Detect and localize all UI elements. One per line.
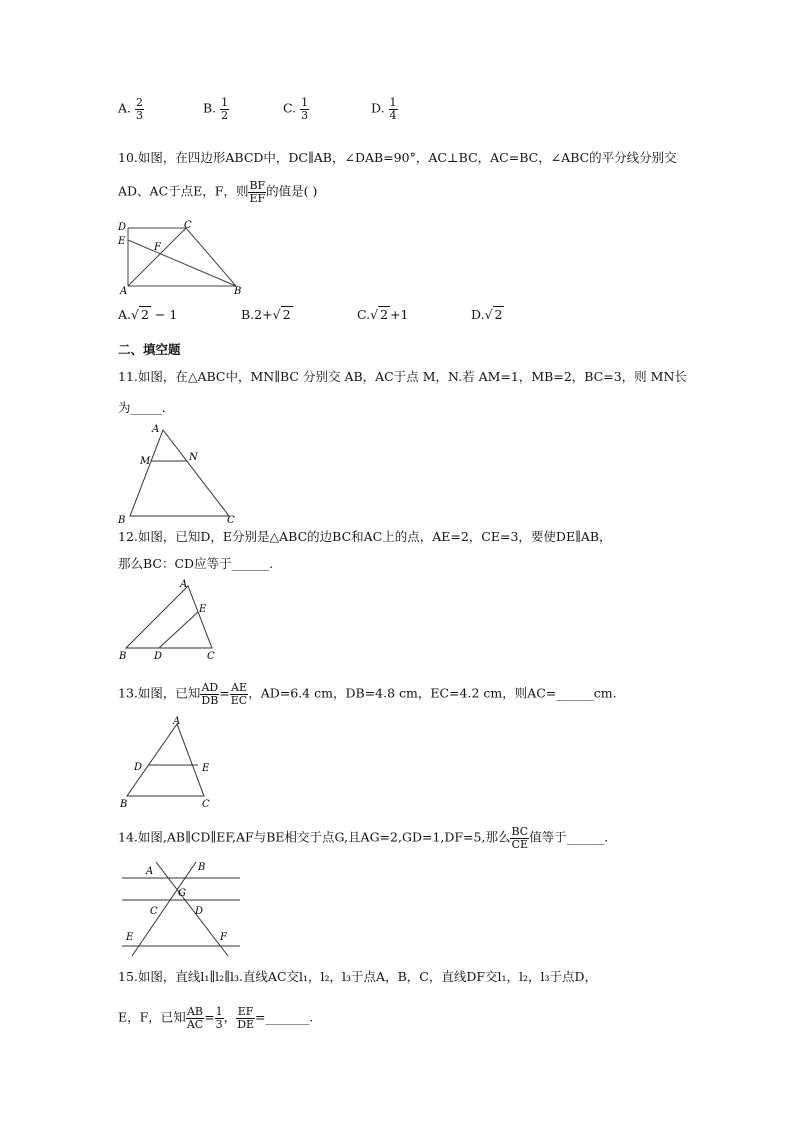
label-C: C <box>202 799 210 810</box>
fraction: $\frac{AD}{DB}$ <box>201 681 219 707</box>
label-A: A <box>173 716 181 727</box>
q14-line: 14.如图,AB∥CD∥EF,AF与BE相交于点G,且AG=2,GD=1,DF=5,那么 $\frac{BC}{CE}$ 值等于______. <box>118 825 609 851</box>
label-A: A <box>152 424 160 435</box>
q11-figure <box>116 422 242 526</box>
q15-line1: 15.如图，直线l₁∥l₂∥l₃.直线AC交l₁，l₂，l₃于点A，B，C，直线DF交l₁，l₂，l₃于点D， <box>118 969 598 984</box>
q9-choice-c: C. $\frac{1}{3}$ <box>283 96 309 122</box>
fraction: $\frac{BF}{EF}$ <box>249 179 266 205</box>
label-F: F <box>220 932 227 943</box>
label-D: D <box>134 762 143 773</box>
q13-line: 13.如图，已知 $\frac{AD}{DB}$ = $\frac{AE}{EC}$ ，AD=6.4 cm，DB=4.8 cm，EC=4.2 cm，则AC=______cm. <box>118 681 617 707</box>
fraction: $\frac{BC}{CE}$ <box>511 825 529 851</box>
sqrt: √ 2 <box>484 307 503 322</box>
label-B: B <box>119 651 127 662</box>
q9-choice-d: D. $\frac{1}{4}$ <box>371 96 397 122</box>
label-F: F <box>154 242 161 253</box>
label-E: E <box>118 236 126 247</box>
label-D: D <box>154 651 163 662</box>
label-E: E <box>126 932 134 943</box>
q15-line2: E，F，已知 $\frac{AB}{AC}$ = $\frac{1}{3}$ ， $\frac{EF}{DE}$ =_______. <box>118 1005 314 1031</box>
label-M: M <box>140 456 151 467</box>
label-C: C <box>150 906 158 917</box>
label-D: D <box>118 222 127 233</box>
q12-line2: 那么BC：CD应等于______. <box>118 556 274 571</box>
label-D: D <box>195 906 204 917</box>
fraction: $\frac{EF}{DE}$ <box>237 1005 255 1031</box>
q10-line1: 10.如图，在四边形ABCD中，DC∥AB，∠DAB=90°，AC⊥BC，AC=BC，∠ABC的平分线分别交 <box>118 150 677 165</box>
fraction: $\frac{AE}{EC}$ <box>230 681 248 707</box>
label-E: E <box>199 604 207 615</box>
q10-choice-b: B.2+√ 2 <box>241 307 291 322</box>
q10-choice-c: C.√ 2 +1 <box>357 307 409 322</box>
label-C: C <box>207 651 215 662</box>
q9-choice-b: B. $\frac{1}{2}$ <box>203 96 229 122</box>
q9-choice-a: A. $\frac{2}{3}$ <box>118 96 143 122</box>
label-N: N <box>189 452 198 463</box>
label-E: E <box>202 763 210 774</box>
q11-line1: 11.如图，在△ABC中，MN∥BC 分别交 AB，AC于点 M，N.若 AM=1，MB=2，BC=3，则 MN长 <box>118 369 687 384</box>
fraction: $\frac{1}{4}$ <box>389 96 397 122</box>
label-B: B <box>234 286 242 296</box>
label-A: A <box>120 286 128 296</box>
q14-figure <box>118 856 244 960</box>
q10-choice-a: A.√ 2 − 1 <box>118 307 178 322</box>
q10-line2: AD、AC于点E，F，则 $\frac{BF}{EF}$ 的值是( ) <box>118 179 318 205</box>
q10-figure <box>116 218 246 296</box>
q10-choice-d: D.√ 2 <box>471 307 503 322</box>
label-G: G <box>178 888 186 899</box>
q12-line1: 12.如图，已知D，E分别是△ABC的边BC和AC上的点，AE=2，CE=3，要使DE∥AB， <box>118 529 612 544</box>
fraction: $\frac{2}{3}$ <box>136 96 143 122</box>
fraction: $\frac{AB}{AC}$ <box>186 1005 204 1031</box>
sqrt: √ 2 <box>131 307 149 322</box>
label-C: C <box>184 220 192 231</box>
label-A: A <box>180 579 188 590</box>
label-B: B <box>120 799 128 810</box>
q13-figure <box>116 712 226 812</box>
fraction: $\frac{1}{2}$ <box>221 96 229 122</box>
label-B: B <box>198 862 206 873</box>
label-C: C <box>227 515 235 526</box>
label-A: A <box>146 866 154 877</box>
sqrt: √ 2 <box>272 307 291 322</box>
section-heading: 二、填空题 <box>118 342 181 357</box>
fraction: $\frac{1}{3}$ <box>215 1005 223 1031</box>
label-B: B <box>118 515 126 526</box>
sqrt: √ 2 <box>370 307 389 322</box>
q11-line2: 为_____. <box>118 400 166 415</box>
q12-figure <box>116 578 226 664</box>
fraction: $\frac{1}{3}$ <box>301 96 309 122</box>
